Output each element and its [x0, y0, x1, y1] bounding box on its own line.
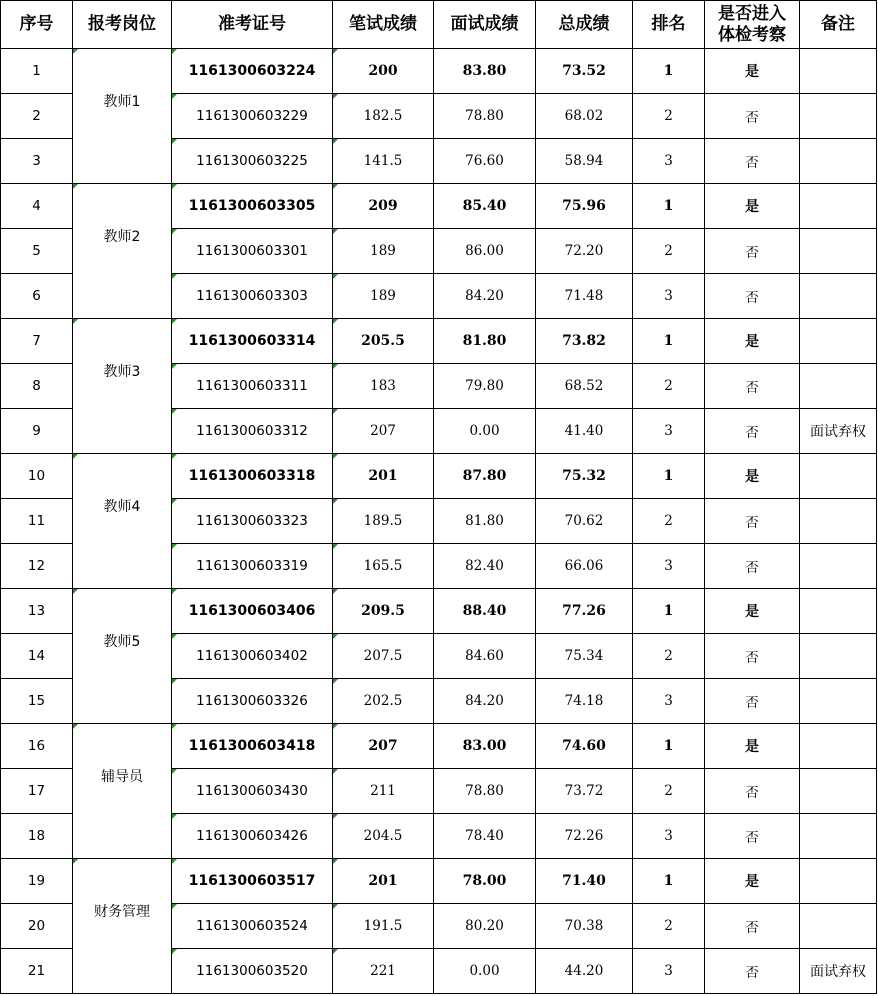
cell-interview: 0.00 [434, 409, 536, 454]
cell-exam: 否 [705, 904, 800, 949]
cell-written: 207.5 [333, 634, 434, 679]
cell-rank: 2 [633, 229, 705, 274]
cell-seq: 18 [1, 814, 73, 859]
cell-exam: 是 [705, 454, 800, 499]
cell-seq: 2 [1, 94, 73, 139]
header-exam-line1: 是否进入 [718, 3, 786, 24]
cell-ticket: 1161300603406 [172, 589, 333, 634]
cell-written: 211 [333, 769, 434, 814]
cell-written: 207 [333, 724, 434, 769]
cell-exam: 否 [705, 94, 800, 139]
cell-total: 73.72 [536, 769, 633, 814]
cell-written: 207 [333, 409, 434, 454]
cell-seq: 12 [1, 544, 73, 589]
cell-total: 73.82 [536, 319, 633, 364]
cell-written: 201 [333, 859, 434, 904]
cell-note [800, 589, 877, 634]
header-exam [705, 1, 800, 49]
cell-seq: 20 [1, 904, 73, 949]
cell-note [800, 184, 877, 229]
cell-note [800, 679, 877, 724]
cell-note [800, 904, 877, 949]
cell-note [800, 814, 877, 859]
cell-seq: 19 [1, 859, 73, 904]
cell-seq: 21 [1, 949, 73, 994]
cell-rank: 1 [633, 859, 705, 904]
cell-ticket: 1161300603229 [172, 94, 333, 139]
table-row [1, 589, 877, 634]
table-row [1, 49, 877, 94]
table-row [1, 454, 877, 499]
cell-seq: 3 [1, 139, 73, 184]
cell-position: 辅导员 [73, 724, 172, 859]
cell-note [800, 724, 877, 769]
cell-ticket: 1161300603520 [172, 949, 333, 994]
cell-rank: 1 [633, 589, 705, 634]
cell-total: 44.20 [536, 949, 633, 994]
cell-ticket: 1161300603311 [172, 364, 333, 409]
cell-seq: 14 [1, 634, 73, 679]
cell-note [800, 229, 877, 274]
cell-seq: 1 [1, 49, 73, 94]
cell-rank: 3 [633, 409, 705, 454]
cell-seq: 13 [1, 589, 73, 634]
cell-ticket: 1161300603323 [172, 499, 333, 544]
cell-exam: 是 [705, 859, 800, 904]
cell-total: 74.18 [536, 679, 633, 724]
cell-written: 202.5 [333, 679, 434, 724]
cell-rank: 1 [633, 724, 705, 769]
cell-note [800, 499, 877, 544]
cell-rank: 2 [633, 904, 705, 949]
cell-written: 183 [333, 364, 434, 409]
cell-total: 71.48 [536, 274, 633, 319]
cell-interview: 76.60 [434, 139, 536, 184]
cell-rank: 1 [633, 319, 705, 364]
cell-position: 教师4 [73, 454, 172, 589]
cell-total: 75.96 [536, 184, 633, 229]
cell-interview: 78.80 [434, 769, 536, 814]
cell-interview: 84.60 [434, 634, 536, 679]
cell-total: 70.38 [536, 904, 633, 949]
cell-position: 教师3 [73, 319, 172, 454]
header-interview: 面试成绩 [434, 1, 536, 49]
cell-rank: 3 [633, 544, 705, 589]
cell-exam: 否 [705, 949, 800, 994]
cell-exam: 否 [705, 409, 800, 454]
cell-written: 221 [333, 949, 434, 994]
cell-note [800, 139, 877, 184]
cell-exam: 否 [705, 139, 800, 184]
cell-ticket: 1161300603418 [172, 724, 333, 769]
cell-written: 209.5 [333, 589, 434, 634]
cell-rank: 2 [633, 634, 705, 679]
cell-seq: 15 [1, 679, 73, 724]
cell-rank: 1 [633, 454, 705, 499]
cell-ticket: 1161300603402 [172, 634, 333, 679]
cell-exam: 否 [705, 274, 800, 319]
cell-interview: 79.80 [434, 364, 536, 409]
cell-interview: 83.00 [434, 724, 536, 769]
cell-seq: 10 [1, 454, 73, 499]
cell-exam: 是 [705, 184, 800, 229]
cell-ticket: 1161300603319 [172, 544, 333, 589]
table-row [1, 724, 877, 769]
cell-exam: 否 [705, 364, 800, 409]
cell-total: 77.26 [536, 589, 633, 634]
cell-total: 71.40 [536, 859, 633, 904]
cell-total: 58.94 [536, 139, 633, 184]
header-position: 报考岗位 [73, 1, 172, 49]
cell-ticket: 1161300603305 [172, 184, 333, 229]
cell-interview: 78.40 [434, 814, 536, 859]
cell-ticket: 1161300603224 [172, 49, 333, 94]
cell-ticket: 1161300603517 [172, 859, 333, 904]
cell-written: 209 [333, 184, 434, 229]
cell-exam: 是 [705, 589, 800, 634]
cell-interview: 81.80 [434, 319, 536, 364]
cell-written: 191.5 [333, 904, 434, 949]
cell-note [800, 769, 877, 814]
cell-seq: 8 [1, 364, 73, 409]
cell-total: 41.40 [536, 409, 633, 454]
cell-total: 68.02 [536, 94, 633, 139]
cell-note [800, 454, 877, 499]
cell-rank: 3 [633, 949, 705, 994]
cell-note [800, 634, 877, 679]
cell-note: 面试弃权 [800, 949, 877, 994]
cell-interview: 87.80 [434, 454, 536, 499]
cell-seq: 11 [1, 499, 73, 544]
cell-interview: 83.80 [434, 49, 536, 94]
cell-written: 189 [333, 229, 434, 274]
cell-written: 189 [333, 274, 434, 319]
cell-interview: 84.20 [434, 274, 536, 319]
cell-rank: 2 [633, 364, 705, 409]
cell-seq: 7 [1, 319, 73, 364]
cell-note [800, 544, 877, 589]
cell-written: 201 [333, 454, 434, 499]
cell-seq: 6 [1, 274, 73, 319]
cell-note [800, 364, 877, 409]
cell-total: 73.52 [536, 49, 633, 94]
cell-exam: 否 [705, 544, 800, 589]
header-rank: 排名 [633, 1, 705, 49]
header-written: 笔试成绩 [333, 1, 434, 49]
cell-exam: 是 [705, 49, 800, 94]
cell-exam: 否 [705, 229, 800, 274]
cell-total: 66.06 [536, 544, 633, 589]
cell-written: 141.5 [333, 139, 434, 184]
cell-written: 182.5 [333, 94, 434, 139]
cell-written: 204.5 [333, 814, 434, 859]
cell-exam: 否 [705, 679, 800, 724]
cell-exam: 否 [705, 499, 800, 544]
header-note: 备注 [800, 1, 877, 49]
cell-exam: 否 [705, 634, 800, 679]
cell-note: 面试弃权 [800, 409, 877, 454]
cell-rank: 3 [633, 814, 705, 859]
cell-exam: 否 [705, 769, 800, 814]
cell-rank: 1 [633, 184, 705, 229]
cell-note [800, 49, 877, 94]
cell-total: 70.62 [536, 499, 633, 544]
cell-interview: 0.00 [434, 949, 536, 994]
cell-ticket: 1161300603318 [172, 454, 333, 499]
cell-seq: 17 [1, 769, 73, 814]
cell-ticket: 1161300603430 [172, 769, 333, 814]
cell-interview: 81.80 [434, 499, 536, 544]
table-body [1, 49, 877, 994]
cell-interview: 85.40 [434, 184, 536, 229]
cell-note [800, 94, 877, 139]
cell-written: 205.5 [333, 319, 434, 364]
cell-ticket: 1161300603301 [172, 229, 333, 274]
cell-ticket: 1161300603312 [172, 409, 333, 454]
cell-ticket: 1161300603314 [172, 319, 333, 364]
cell-note [800, 274, 877, 319]
cell-position: 教师2 [73, 184, 172, 319]
cell-total: 74.60 [536, 724, 633, 769]
cell-rank: 2 [633, 94, 705, 139]
cell-interview: 80.20 [434, 904, 536, 949]
cell-ticket: 1161300603303 [172, 274, 333, 319]
cell-note [800, 319, 877, 364]
table-row [1, 319, 877, 364]
cell-seq: 9 [1, 409, 73, 454]
cell-written: 165.5 [333, 544, 434, 589]
cell-interview: 78.80 [434, 94, 536, 139]
cell-rank: 2 [633, 769, 705, 814]
cell-interview: 82.40 [434, 544, 536, 589]
cell-seq: 16 [1, 724, 73, 769]
cell-note [800, 859, 877, 904]
cell-rank: 2 [633, 499, 705, 544]
cell-position: 教师1 [73, 49, 172, 184]
cell-ticket: 1161300603524 [172, 904, 333, 949]
cell-total: 68.52 [536, 364, 633, 409]
cell-position: 教师5 [73, 589, 172, 724]
table-row [1, 859, 877, 904]
cell-interview: 88.40 [434, 589, 536, 634]
cell-exam: 是 [705, 319, 800, 364]
cell-total: 75.34 [536, 634, 633, 679]
table-row [1, 184, 877, 229]
cell-total: 72.26 [536, 814, 633, 859]
cell-exam: 否 [705, 814, 800, 859]
header-ticket: 准考证号 [172, 1, 333, 49]
cell-rank: 3 [633, 679, 705, 724]
cell-interview: 84.20 [434, 679, 536, 724]
cell-rank: 3 [633, 274, 705, 319]
cell-total: 72.20 [536, 229, 633, 274]
header-row [1, 1, 877, 49]
cell-written: 189.5 [333, 499, 434, 544]
cell-seq: 4 [1, 184, 73, 229]
cell-seq: 5 [1, 229, 73, 274]
cell-ticket: 1161300603225 [172, 139, 333, 184]
cell-interview: 78.00 [434, 859, 536, 904]
cell-ticket: 1161300603426 [172, 814, 333, 859]
header-exam-line2: 体检考察 [718, 24, 786, 45]
cell-rank: 1 [633, 49, 705, 94]
cell-written: 200 [333, 49, 434, 94]
cell-rank: 3 [633, 139, 705, 184]
cell-total: 75.32 [536, 454, 633, 499]
cell-interview: 86.00 [434, 229, 536, 274]
header-total: 总成绩 [536, 1, 633, 49]
header-seq: 序号 [1, 1, 73, 49]
cell-exam: 是 [705, 724, 800, 769]
cell-position: 财务管理 [73, 859, 172, 994]
cell-ticket: 1161300603326 [172, 679, 333, 724]
